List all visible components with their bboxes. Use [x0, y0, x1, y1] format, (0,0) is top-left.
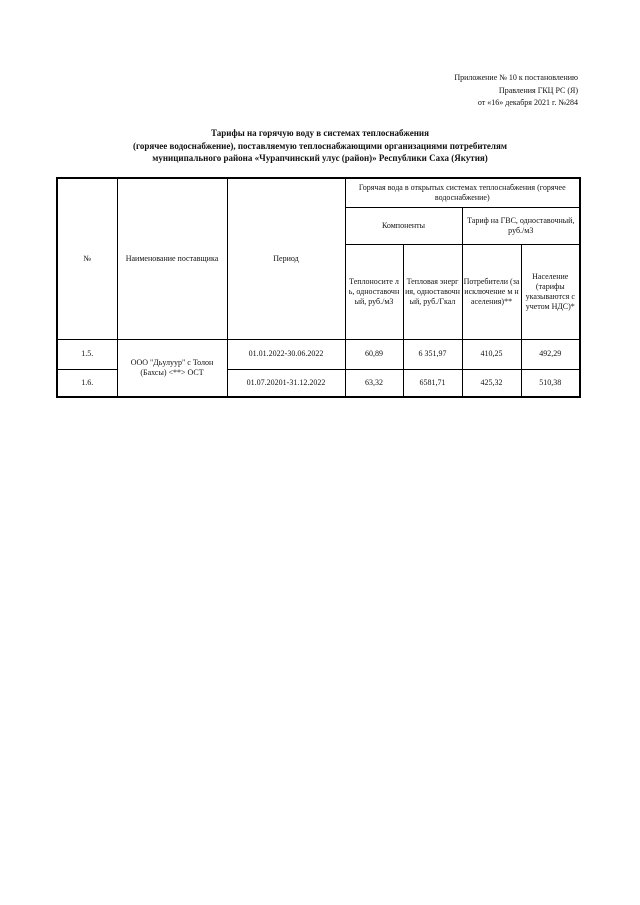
header-group: Горячая вода в открытых системах теплоснабжения (горячее водоснабжение) — [345, 178, 580, 207]
cell-energy: 6 351,97 — [403, 339, 462, 369]
cell-num: 1.5. — [57, 339, 117, 369]
title-line: (горячее водоснабжение), поставляемую теплоснабжающими организациями потребителям — [133, 140, 507, 151]
appendix-reference — [318, 72, 578, 110]
cell-supplier: ООО "Дьулуур" с Толон (Бахсы) <**> ОСТ — [117, 339, 227, 397]
cell-population: 510,38 — [521, 369, 580, 397]
cell-num: 1.6. — [57, 369, 117, 397]
header-supplier: Наименование поставщика — [117, 178, 227, 339]
header-consumers: Потребители (за исключение м населения)** — [462, 244, 521, 339]
title-line: муниципального района «Чурапчинский улус (район)» Республики Саха (Якутия) — [152, 153, 488, 163]
appendix-line: Приложение № 10 к постановлению — [454, 73, 578, 82]
header-carrier: Теплоносите ль, одноставочн ый, руб./м3 — [345, 244, 403, 339]
cell-period: 01.07.20201-31.12.2022 — [227, 369, 345, 397]
header-energy: Тепловая энергия, одноставочн ый, руб./Гкал — [403, 244, 462, 339]
cell-consumers: 425,32 — [462, 369, 521, 397]
header-tariff: Тариф на ГВС, одноставочный, руб./м3 — [462, 207, 580, 244]
cell-consumers: 410,25 — [462, 339, 521, 369]
header-row — [57, 178, 580, 207]
cell-population: 492,29 — [521, 339, 580, 369]
cell-carrier: 63,32 — [345, 369, 403, 397]
header-period: Период — [227, 178, 345, 339]
header-components: Компоненты — [345, 207, 462, 244]
cell-energy: 6581,71 — [403, 369, 462, 397]
title-line: Тарифы на горячую воду в системах теплоснабжения — [211, 128, 429, 138]
cell-carrier: 60,89 — [345, 339, 403, 369]
table-row — [57, 339, 580, 369]
header-population: Население (тарифы указываются с учетом НДС)* — [521, 244, 580, 339]
header-num: № — [57, 178, 117, 339]
appendix-line: от «16» декабря 2021 г. №284 — [477, 98, 578, 107]
cell-period: 01.01.2022-30.06.2022 — [227, 339, 345, 369]
appendix-line: Правления ГКЦ РС (Я) — [498, 85, 578, 95]
document-title — [60, 127, 580, 165]
tariff-table — [56, 177, 581, 398]
